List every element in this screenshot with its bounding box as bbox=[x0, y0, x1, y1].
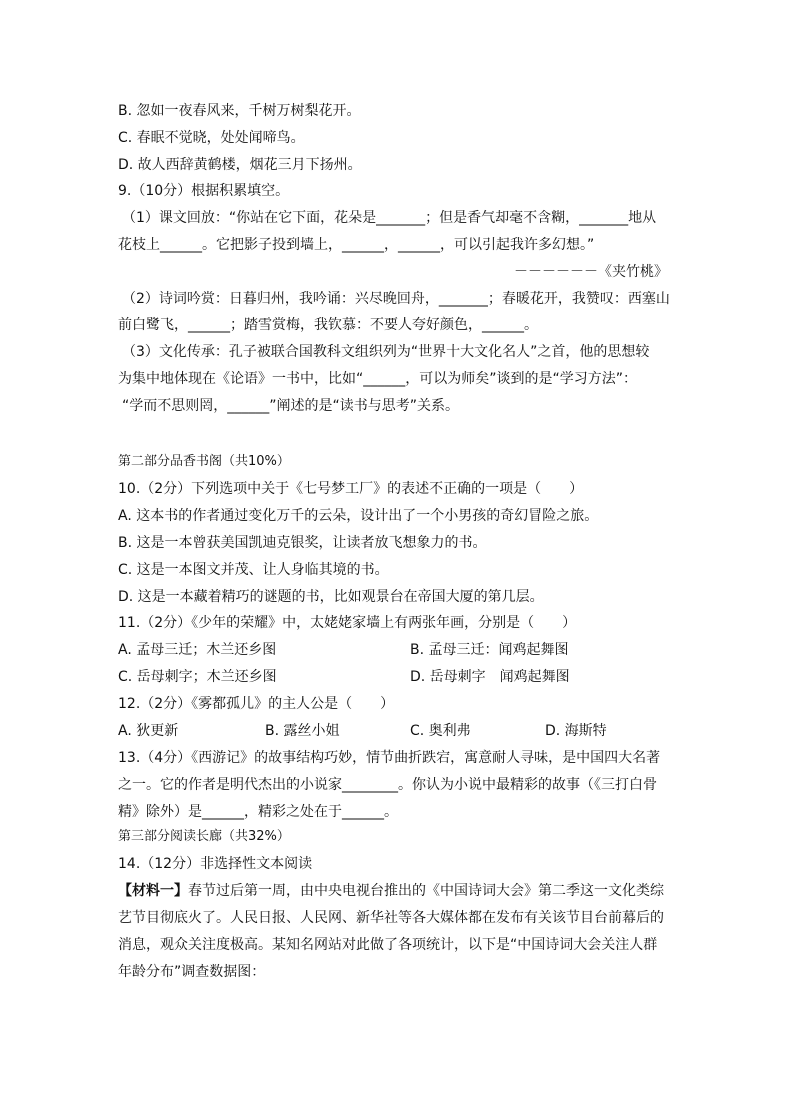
q9-part3-line2: 为集中地体现在《论语》一书中，比如“______，可以为师矣”谈到的是“学习方法”： bbox=[118, 371, 638, 387]
q11-option-b: B. 孟母三迁：闻鸡起舞图 bbox=[410, 642, 569, 658]
q13-line2: 之一。它的作者是明代杰出的小说家________。你认为小说中最精彩的故事（《三打白骨 bbox=[118, 777, 657, 793]
material-tag: 【材料一】 bbox=[118, 883, 188, 899]
q13-line1: 13.（4分）《西游记》的故事结构巧妙，情节曲折跌宕，寓意耐人寻味，是中国四大名著 bbox=[118, 750, 661, 766]
q9-part1-line2: 花枝上______。它把影子投到墙上，______，______，可以引起我许多幻想。” bbox=[118, 237, 595, 253]
q10-stem: 10.（2分）下列选项中关于《七号梦工厂》的表述不正确的一项是（ ） bbox=[118, 481, 584, 497]
q14-material1-line2: 艺节目彻底火了。人民日报、人民网、新华社等各大媒体都在发布有关该节目台前幕后的 bbox=[118, 910, 664, 926]
q12-option-b: B. 露丝小姐 bbox=[265, 723, 340, 739]
q14-material1-line1 bbox=[118, 881, 664, 901]
q8-option-b: B. 忽如一夜春风来，千树万树梨花开。 bbox=[118, 103, 361, 119]
q8-option-d: D. 故人西辞黄鹤楼，烟花三月下扬州。 bbox=[118, 157, 362, 173]
q10-option-c: C. 这是一本图文并茂、让人身临其境的书。 bbox=[118, 562, 389, 578]
part2-title: 第二部分品香书阁（共10%） bbox=[118, 454, 290, 469]
q10-option-a: A. 这本书的作者通过变化万千的云朵，设计出了一个小男孩的奇幻冒险之旅。 bbox=[118, 508, 599, 524]
q10-option-b: B. 这是一本曾获美国凯迪克银奖，让读者放飞想象力的书。 bbox=[118, 535, 487, 551]
q9-part1-source: －－－－－－《夹竹桃》 bbox=[514, 264, 668, 280]
q14-material1-line4: 年龄分布”调查数据图： bbox=[118, 964, 266, 980]
q12-option-d: D. 海斯特 bbox=[545, 723, 607, 739]
q14-material1-line3: 消息，观众关注度极高。某知名网站对此做了各项统计，以下是“中国诗词大会关注人群 bbox=[118, 937, 658, 953]
q12-stem: 12.（2分）《雾都孤儿》的主人公是（ ） bbox=[118, 696, 395, 712]
q8-option-c: C. 春眠不觉晓，处处闻啼鸟。 bbox=[118, 130, 305, 146]
q9-part3-line3: “学而不思则罔，______”阐述的是“读书与思考”关系。 bbox=[122, 398, 460, 414]
q9-part3-line1: （3）文化传承：孔子被联合国教科文组织列为“世界十大文化名人”之首，他的思想较 bbox=[122, 344, 650, 360]
q11-option-c: C. 岳母刺字；木兰还乡图 bbox=[118, 669, 277, 685]
q11-stem: 11.（2分）《少年的荣耀》中，太姥姥家墙上有两张年画，分别是（ ） bbox=[118, 615, 577, 631]
q9-part2-line2: 前白鹭飞，______；踏雪赏梅，我钦慕：不要人夸好颜色，______。 bbox=[118, 317, 538, 333]
q11-option-a: A. 孟母三迁；木兰还乡图 bbox=[118, 642, 277, 658]
q12-option-a: A. 狄更新 bbox=[118, 723, 179, 739]
q11-option-d: D. 岳母刺字 闻鸡起舞图 bbox=[410, 669, 570, 685]
q14-stem: 14.（12分）非选择性文本阅读 bbox=[118, 856, 313, 872]
q9-stem: 9.（10分）根据积累填空。 bbox=[118, 183, 290, 199]
material1-text: 春节过后第一周，由中央电视台推出的《中国诗词大会》第二季这一文化类综 bbox=[188, 883, 664, 899]
q9-part1-line1: （1）课文回放：“你站在它下面，花朵是_______；但是香气却毫不含糊，_______地从 bbox=[122, 210, 657, 226]
q9-part2-line1: （2）诗词吟赏：日暮归州，我吟诵：兴尽晚回舟，_______；春暖花开，我赞叹：西塞山 bbox=[122, 291, 670, 307]
part3-title: 第三部分阅读长廊（共32%） bbox=[118, 829, 290, 844]
q12-option-c: C. 奥利弗 bbox=[410, 723, 471, 739]
q10-option-d: D. 这是一本藏着精巧的谜题的书，比如观景台在帝国大厦的第几层。 bbox=[118, 589, 544, 605]
q13-line3: 精》除外）是______，精彩之处在于______。 bbox=[118, 804, 398, 820]
